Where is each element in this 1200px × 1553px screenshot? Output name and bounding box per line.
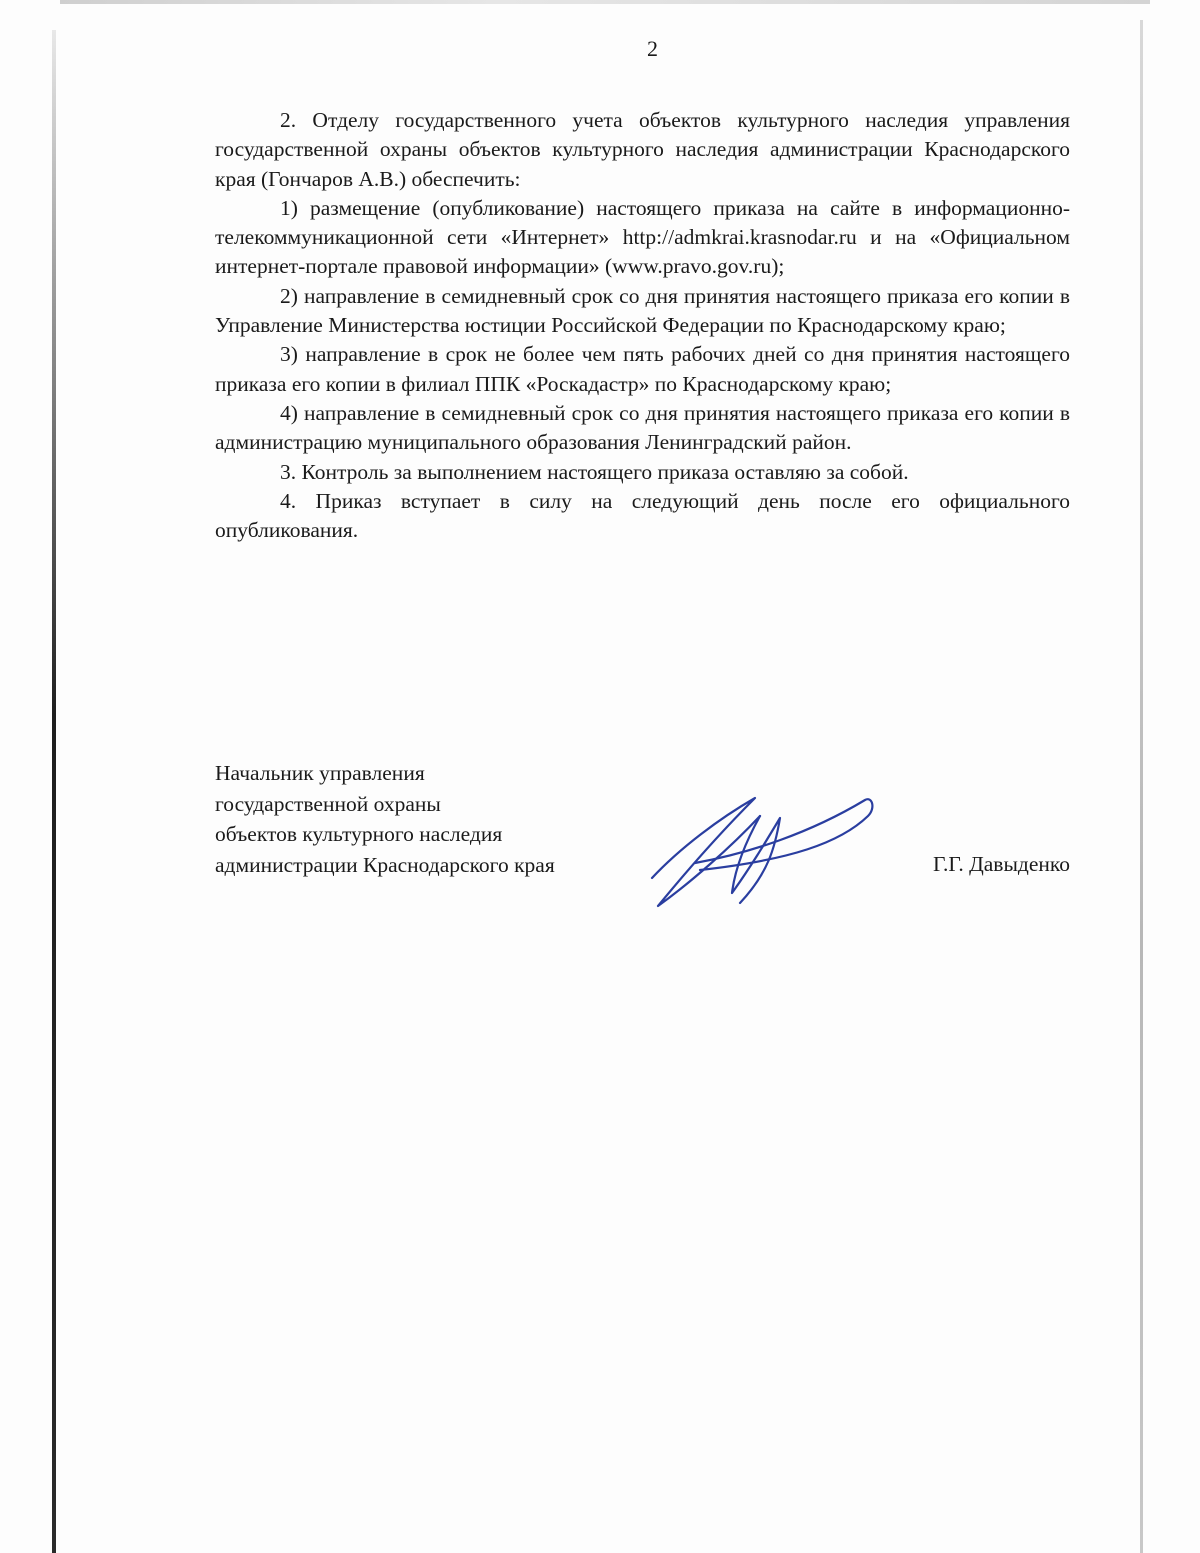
scan-edge-left <box>52 30 56 1553</box>
paragraph-item-4: 4. Приказ вступает в силу на следующий день после его официального опубликования. <box>215 488 1070 543</box>
paragraph-subitem-1: 1) размещение (опубликование) настоящего приказа на сайте в информационно-телекоммуникационной сети «Интернет» http://admkrai.krasnodar.ru и на «Официальном интернет-портале правовой информации» (www.pravo.gov.ru); <box>215 195 1070 279</box>
signature-stroke-3 <box>695 799 872 870</box>
document-body <box>215 106 1070 545</box>
paragraph-subitem-2: 2) направление в семидневный срок со дня принятия настоящего приказа его копии в Управление Министерства юстиции Российской Федерации по Краснодарскому краю; <box>215 283 1070 338</box>
handwritten-signature <box>640 788 880 918</box>
signer-position-line-1: Начальник управления <box>215 761 425 785</box>
paragraph-item-2: 2. Отделу государственного учета объектов культурного наследия управления государственной охраны объектов культурного наследия администрации Краснодарского края (Гончаров А.В.) обеспечить: <box>215 108 1070 191</box>
paragraph-subitem-4: 4) направление в семидневный срок со дня принятия настоящего приказа его копии в администрацию муниципального образования Ленинградский район. <box>215 400 1070 455</box>
signer-position-line-2: государственной охраны <box>215 791 441 816</box>
signer-position-line-4: администрации Краснодарского края <box>215 852 555 877</box>
signer-name: Г.Г. Давыденко <box>932 852 1070 876</box>
signer-position-line-3: объектов культурного наследия <box>215 822 503 846</box>
scan-edge-top <box>60 0 1150 4</box>
page-number: 2 <box>647 36 658 61</box>
scan-edge-right <box>1140 20 1143 1553</box>
paragraph-item-3: 3. Контроль за выполнением настоящего приказа оставляю за собой. <box>280 459 909 484</box>
paragraph-subitem-3: 3) направление в срок не более чем пять рабочих дней со дня принятия настоящего приказа его копии в филиал ППК «Роскадастр» по Краснодарскому краю; <box>215 342 1070 396</box>
